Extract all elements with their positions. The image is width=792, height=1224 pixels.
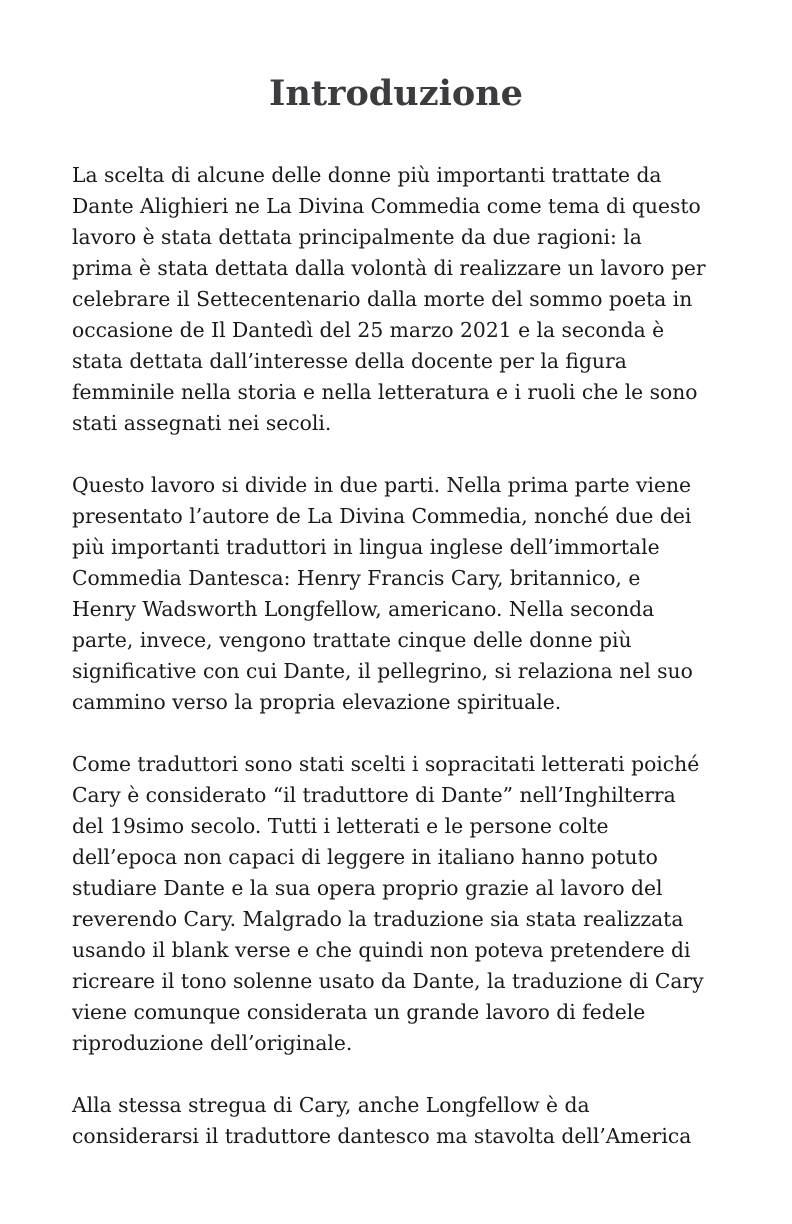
text-line: reverendo Cary. Malgrado la traduzione sia stata realizzata xyxy=(72,907,684,931)
text-line: più importanti traduttori in lingua inglese dell’immortale xyxy=(72,535,660,559)
paragraph xyxy=(72,160,732,439)
text-line: ricreare il tono solenne usato da Dante, la traduzione di Cary xyxy=(72,969,704,993)
text-line: lavoro è stata dettata principalmente da due ragioni: la xyxy=(72,225,642,249)
text-line: stati assegnati nei secoli. xyxy=(72,411,332,435)
text-line: celebrare il Settecentenario dalla morte del sommo poeta in xyxy=(72,287,693,311)
text-line: Come traduttori sono stati scelti i sopracitati letterati poiché xyxy=(72,752,700,776)
text-line: parte, invece, vengono trattate cinque delle donne più xyxy=(72,628,632,652)
text-line: cammino verso la propria elevazione spirituale. xyxy=(72,690,562,714)
text-line: prima è stata dettata dalla volontà di realizzare un lavoro per xyxy=(72,256,706,280)
text-line: dell’epoca non capaci di leggere in italiano hanno potuto xyxy=(72,845,658,869)
paragraph xyxy=(72,1090,732,1152)
text-line: del 19simo secolo. Tutti i letterati e le persone colte xyxy=(72,814,609,838)
page-title: Introduzione xyxy=(269,73,523,114)
text-line: viene comunque considerata un grande lavoro di fedele xyxy=(72,1000,646,1024)
text-line: Dante Alighieri ne La Divina Commedia come tema di questo xyxy=(72,194,701,218)
text-line: riproduzione dell’originale. xyxy=(72,1031,353,1055)
paragraph xyxy=(72,470,732,718)
text-line: Alla stessa stregua di Cary, anche Longfellow è da xyxy=(72,1093,590,1117)
text-line: usando il blank verse e che quindi non poteva pretendere di xyxy=(72,938,691,962)
text-line: significative con cui Dante, il pellegrino, si relaziona nel suo xyxy=(72,659,693,683)
text-line: Cary è considerato “il traduttore di Dante” nell’Inghilterra xyxy=(72,783,676,807)
text-line: Questo lavoro si divide in due parti. Nella prima parte viene xyxy=(72,473,692,497)
text-line: occasione de Il Dantedì del 25 marzo 2021 e la seconda è xyxy=(72,318,665,342)
paragraph xyxy=(72,749,732,1059)
text-line: Henry Wadsworth Longfellow, americano. Nella seconda xyxy=(72,597,655,621)
text-line: La scelta di alcune delle donne più importanti trattate da xyxy=(72,163,662,187)
text-line: presentato l’autore de La Divina Commedia, nonché due dei xyxy=(72,504,692,528)
body-text xyxy=(72,160,732,1183)
text-line: studiare Dante e la sua opera proprio grazie al lavoro del xyxy=(72,876,663,900)
text-line: femminile nella storia e nella letteratura e i ruoli che le sono xyxy=(72,380,698,404)
text-line: considerarsi il traduttore dantesco ma stavolta dell’America xyxy=(72,1124,692,1148)
text-line: stata dettata dall’interesse della docente per la figura xyxy=(72,349,627,373)
text-line: Commedia Dantesca: Henry Francis Cary, britannico, e xyxy=(72,566,641,590)
